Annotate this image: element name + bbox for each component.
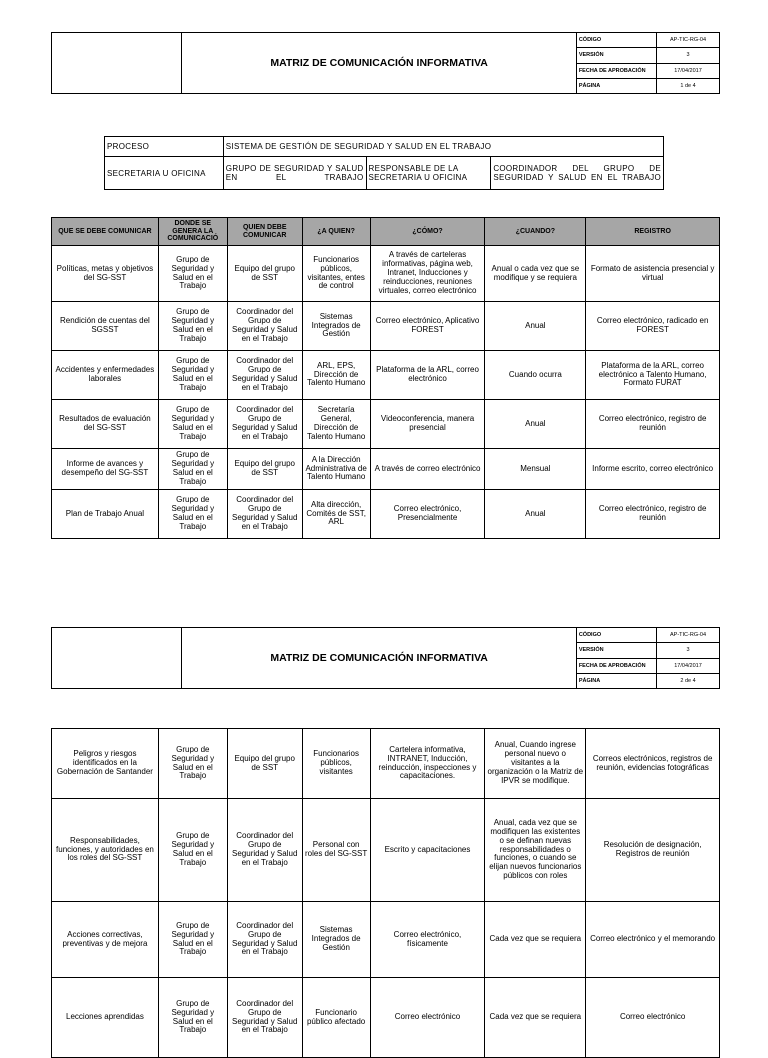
cell-donde: Grupo de Seguridad y Salud en el Trabajo bbox=[158, 978, 227, 1058]
cell-que: Resultados de evaluación del SG-SST bbox=[52, 400, 159, 449]
fecha-value: 17/04/2017 bbox=[657, 658, 720, 673]
cell-como: Videoconferencia, manera presencial bbox=[370, 400, 485, 449]
cell-a-quien: Alta dirección, Comités de SST, ARL bbox=[302, 490, 370, 539]
communication-matrix-page-1 bbox=[51, 217, 720, 539]
header-quien: QUIEN DEBE COMUNICAR bbox=[227, 218, 302, 246]
document-header-page-2 bbox=[51, 627, 720, 689]
cell-donde: Grupo de Seguridad y Salud en el Trabajo bbox=[158, 729, 227, 799]
cell-registro: Correo electrónico bbox=[586, 978, 720, 1058]
cell-como: A través de correo electrónico bbox=[370, 449, 485, 490]
document-title: MATRIZ DE COMUNICACIÓN INFORMATIVA bbox=[182, 628, 576, 689]
cell-quien: Equipo del grupo de SST bbox=[227, 729, 302, 799]
pagina-value: 1 de 4 bbox=[657, 78, 720, 93]
header-como: ¿CÓMO? bbox=[370, 218, 485, 246]
pagina-value: 2 de 4 bbox=[657, 673, 720, 688]
cell-cuando: Mensual bbox=[485, 449, 586, 490]
cell-cuando: Cada vez que se requiera bbox=[485, 902, 586, 978]
cell-registro: Correos electrónicos, registros de reunión, evidencias fotográficas bbox=[586, 729, 720, 799]
cell-como: Correo electrónico bbox=[370, 978, 485, 1058]
cell-que: Rendición de cuentas del SGSST bbox=[52, 302, 159, 351]
cell-a-quien: Sistemas Integrados de Gestión bbox=[302, 902, 370, 978]
cell-cuando: Anual bbox=[485, 490, 586, 539]
secretaria-value: GRUPO DE SEGURIDAD Y SALUD EN EL TRABAJO bbox=[223, 157, 366, 190]
cell-quien: Coordinador del Grupo de Seguridad y Salud en el Trabajo bbox=[227, 302, 302, 351]
table-row bbox=[52, 799, 720, 902]
cell-cuando: Anual, Cuando ingrese personal nuevo o visitantes a la organización o la Matriz de IPVR se modifique. bbox=[485, 729, 586, 799]
cell-registro: Correo electrónico y el memorando bbox=[586, 902, 720, 978]
cell-donde: Grupo de Seguridad y Salud en el Trabajo bbox=[158, 490, 227, 539]
cell-donde: Grupo de Seguridad y Salud en el Trabajo bbox=[158, 302, 227, 351]
cell-a-quien: Secretaría General, Dirección de Talento Humano bbox=[302, 400, 370, 449]
cell-registro: Formato de asistencia presencial y virtual bbox=[586, 246, 720, 302]
cell-que: Informe de avances y desempeño del SG-SST bbox=[52, 449, 159, 490]
document-header-page-1 bbox=[51, 32, 720, 94]
table-row bbox=[52, 351, 720, 400]
cell-como: Plataforma de la ARL, correo electrónico bbox=[370, 351, 485, 400]
codigo-value: AP-TIC-RG-04 bbox=[657, 628, 720, 643]
responsable-value: COORDINADOR DEL GRUPO DE SEGURIDAD Y SALUD EN EL TRABAJO bbox=[491, 157, 664, 190]
pagina-label: PÁGINA bbox=[576, 78, 656, 93]
cell-que: Peligros y riesgos identificados en la Gobernación de Santander bbox=[52, 729, 159, 799]
proceso-label: PROCESO bbox=[105, 137, 224, 157]
cell-quien: Equipo del grupo de SST bbox=[227, 449, 302, 490]
cell-que: Responsabilidades, funciones, y autoridades en los roles del SG-SST bbox=[52, 799, 159, 902]
table-row bbox=[52, 449, 720, 490]
cell-como: Escrito y capacitaciones bbox=[370, 799, 485, 902]
cell-cuando: Anual o cada vez que se modifique y se requiera bbox=[485, 246, 586, 302]
cell-registro: Correo electrónico, radicado en FOREST bbox=[586, 302, 720, 351]
codigo-label: CÓDIGO bbox=[576, 628, 656, 643]
cell-que: Acciones correctivas, preventivas y de mejora bbox=[52, 902, 159, 978]
cell-como: Correo electrónico, físicamente bbox=[370, 902, 485, 978]
cell-a-quien: Personal con roles del SG-SST bbox=[302, 799, 370, 902]
cell-cuando: Anual bbox=[485, 302, 586, 351]
version-value: 3 bbox=[657, 643, 720, 658]
cell-donde: Grupo de Seguridad y Salud en el Trabajo bbox=[158, 351, 227, 400]
process-table bbox=[104, 136, 664, 190]
cell-cuando: Anual, cada vez que se modifiquen las existentes o se definan nuevas responsabilidades o funciones, o cuando se elijan nuevos funcionarios públicos con roles bbox=[485, 799, 586, 902]
cell-registro: Correo electrónico, registro de reunión bbox=[586, 400, 720, 449]
cell-quien: Coordinador del Grupo de Seguridad y Salud en el Trabajo bbox=[227, 490, 302, 539]
communication-matrix-page-2 bbox=[51, 728, 720, 1058]
cell-a-quien: ARL, EPS, Dirección de Talento Humano bbox=[302, 351, 370, 400]
version-label: VERSIÓN bbox=[576, 643, 656, 658]
table-row bbox=[52, 902, 720, 978]
fecha-value: 17/04/2017 bbox=[657, 63, 720, 78]
matrix-header-row bbox=[52, 218, 720, 246]
header-que: QUE SE DEBE COMUNICAR bbox=[52, 218, 159, 246]
fecha-label: FECHA DE APROBACIÓN bbox=[576, 658, 656, 673]
cell-a-quien: Funcionarios públicos, visitantes, entes de control bbox=[302, 246, 370, 302]
secretaria-label: SECRETARIA U OFICINA bbox=[105, 157, 224, 190]
cell-quien: Coordinador del Grupo de Seguridad y Salud en el Trabajo bbox=[227, 902, 302, 978]
cell-cuando: Cada vez que se requiera bbox=[485, 978, 586, 1058]
cell-donde: Grupo de Seguridad y Salud en el Trabajo bbox=[158, 902, 227, 978]
table-row bbox=[52, 400, 720, 449]
cell-registro: Correo electrónico, registro de reunión bbox=[586, 490, 720, 539]
logo-cell bbox=[52, 628, 182, 689]
header-cuando: ¿CUANDO? bbox=[485, 218, 586, 246]
cell-a-quien: Sistemas Integrados de Gestión bbox=[302, 302, 370, 351]
logo-cell bbox=[52, 33, 182, 94]
cell-donde: Grupo de Seguridad y Salud en el Trabajo bbox=[158, 449, 227, 490]
cell-como: Correo electrónico, Aplicativo FOREST bbox=[370, 302, 485, 351]
proceso-value: SISTEMA DE GESTIÓN DE SEGURIDAD Y SALUD EN EL TRABAJO bbox=[223, 137, 663, 157]
header-donde: DONDE SE GENERA LA COMUNICACIÓ bbox=[158, 218, 227, 246]
cell-quien: Coordinador del Grupo de Seguridad y Salud en el Trabajo bbox=[227, 799, 302, 902]
cell-que: Políticas, metas y objetivos del SG-SST bbox=[52, 246, 159, 302]
table-row bbox=[52, 246, 720, 302]
table-row bbox=[52, 729, 720, 799]
cell-registro: Informe escrito, correo electrónico bbox=[586, 449, 720, 490]
cell-quien: Coordinador del Grupo de Seguridad y Salud en el Trabajo bbox=[227, 978, 302, 1058]
cell-a-quien: Funcionarios públicos, visitantes bbox=[302, 729, 370, 799]
cell-quien: Coordinador del Grupo de Seguridad y Salud en el Trabajo bbox=[227, 351, 302, 400]
table-row bbox=[52, 490, 720, 539]
cell-quien: Coordinador del Grupo de Seguridad y Salud en el Trabajo bbox=[227, 400, 302, 449]
cell-que: Lecciones aprendidas bbox=[52, 978, 159, 1058]
version-label: VERSIÓN bbox=[576, 48, 656, 63]
cell-a-quien: A la Dirección Administrativa de Talento Humano bbox=[302, 449, 370, 490]
cell-donde: Grupo de Seguridad y Salud en el Trabajo bbox=[158, 799, 227, 902]
cell-registro: Resolución de designación, Registros de reunión bbox=[586, 799, 720, 902]
table-row bbox=[52, 302, 720, 351]
cell-a-quien: Funcionario público afectado bbox=[302, 978, 370, 1058]
fecha-label: FECHA DE APROBACIÓN bbox=[576, 63, 656, 78]
cell-registro: Plataforma de la ARL, correo electrónico a Talento Humano, Formato FURAT bbox=[586, 351, 720, 400]
cell-como: Cartelera informativa, INTRANET, Inducción, reinducción, inspecciones y capacitaciones. bbox=[370, 729, 485, 799]
table-row bbox=[52, 978, 720, 1058]
cell-cuando: Anual bbox=[485, 400, 586, 449]
header-a-quien: ¿A QUIEN? bbox=[302, 218, 370, 246]
cell-que: Accidentes y enfermedades laborales bbox=[52, 351, 159, 400]
codigo-label: CÓDIGO bbox=[576, 33, 656, 48]
cell-que: Plan de Trabajo Anual bbox=[52, 490, 159, 539]
cell-donde: Grupo de Seguridad y Salud en el Trabajo bbox=[158, 400, 227, 449]
cell-como: A través de carteleras informativas, página web, Intranet, Inducciones y reinducciones, reuniones virtuales, correo electrónico bbox=[370, 246, 485, 302]
document-title: MATRIZ DE COMUNICACIÓN INFORMATIVA bbox=[182, 33, 576, 94]
header-registro: REGISTRO bbox=[586, 218, 720, 246]
pagina-label: PÁGINA bbox=[576, 673, 656, 688]
cell-quien: Equipo del grupo de SST bbox=[227, 246, 302, 302]
version-value: 3 bbox=[657, 48, 720, 63]
codigo-value: AP-TIC-RG-04 bbox=[657, 33, 720, 48]
cell-cuando: Cuando ocurra bbox=[485, 351, 586, 400]
responsable-label: RESPONSABLE DE LA SECRETARIA U OFICINA bbox=[366, 157, 491, 190]
cell-donde: Grupo de Seguridad y Salud en el Trabajo bbox=[158, 246, 227, 302]
cell-como: Correo electrónico, Presencialmente bbox=[370, 490, 485, 539]
